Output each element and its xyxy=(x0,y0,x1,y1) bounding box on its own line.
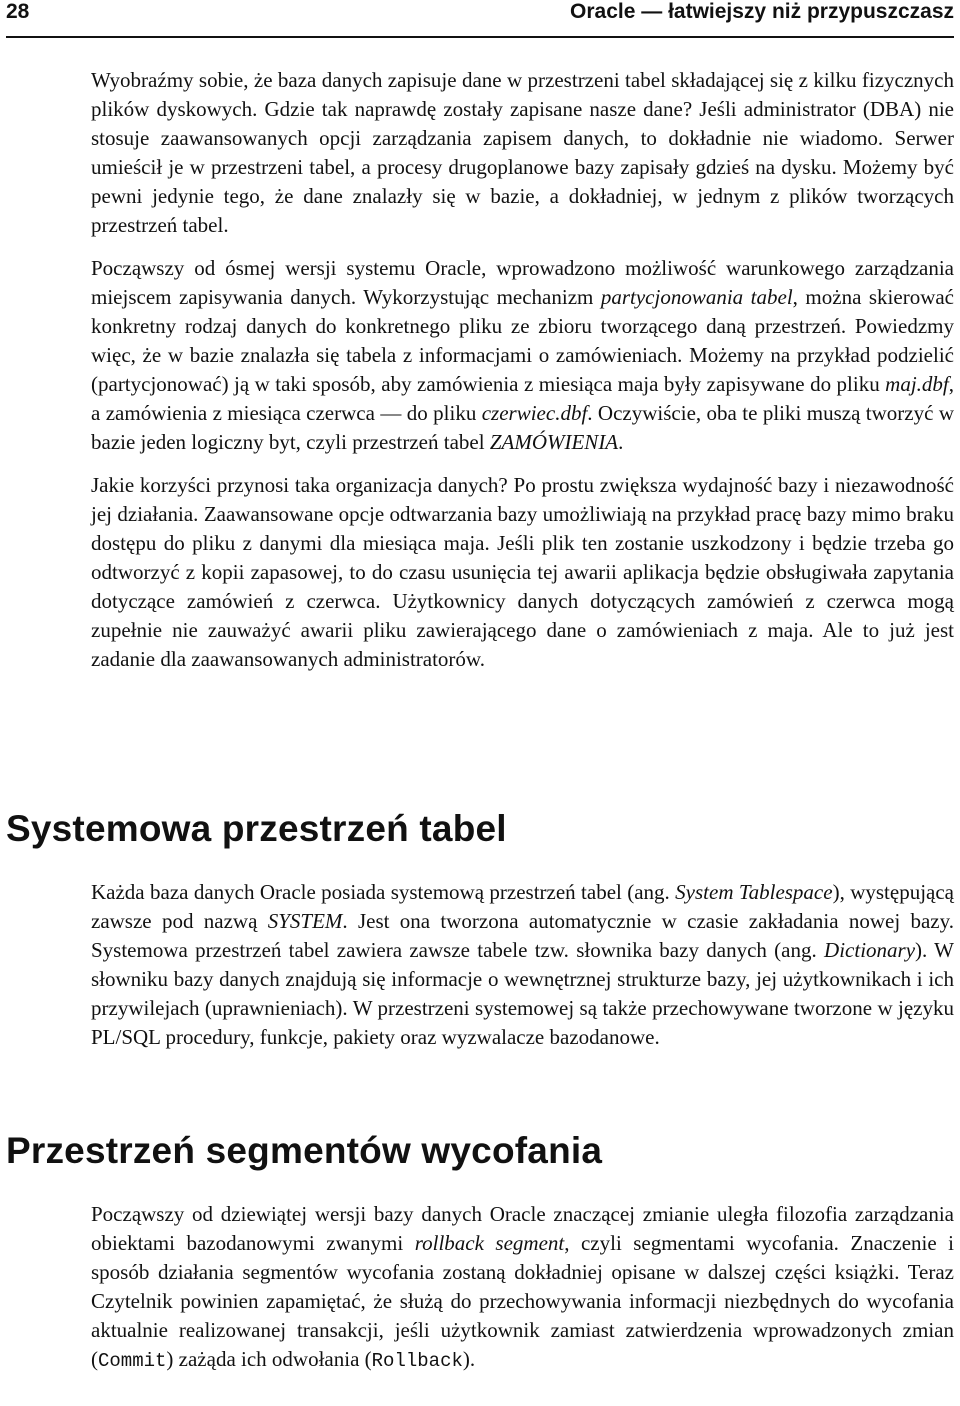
code-commit: Commit xyxy=(98,1350,167,1372)
term-rollback-segment: rollback segment xyxy=(414,1231,565,1255)
term-system-tablespace: System Tablespace xyxy=(675,880,833,904)
section2-paragraph-1: Począwszy od dziewiątej wersji bazy danych Oracle znaczącej zmianie uległa filozofia zarządzania obiektami bazodanowymi zwanymi rollback segment, czyli segmentami wycofania. Znaczenie i sposób działania segmentów wycofania zostaną dokładniej opisane w dalszej części książki. Teraz Czytelnik powinien zapamiętać, że służą do przechowywania informacji niezbędnych do wycofania aktualnie realizowanej transakcji, jeśli użytkownik zamiast zatwierdzenia wprowadzonych zmian (Commit) zażąda ich odwołania (Rollback). xyxy=(91,1202,954,1372)
term-dictionary: Dictionary xyxy=(824,938,916,962)
intro-paragraph-3: Jakie korzyści przynosi taka organizacja danych? Po prostu zwiększa wydajność bazy i niezawodność jej działania. Zaawansowane opcje odtwarzania bazy umożliwiają na przykład pracę bazy mimo braku dostępu do pliku z danymi dla miesiąca maja. Jeśli plik ten zostanie uszkodzony i będzie trzeba go odtworzyć z kopii zapasowej, to do czasu usunięcia tej awarii aplikacja będzie obsługiwała zapytania dotyczące zamówień z czerwca. Użytkownicy danych dotyczących zamówień z czerwca mogą zupełnie nie zauważyć awarii pliku zawierającego dane o zamówieniach z maja. Ale to już jest zadanie dla zaawansowanych administratorów. xyxy=(91,473,954,671)
section1-text xyxy=(91,878,954,1052)
intro-paragraph-2: Począwszy od ósmej wersji systemu Oracle, wprowadzono możliwość warunkowego zarządzania miejscem zapisywania danych. Wykorzystując mechanizm partycjonowania tabel, można skierować konkretny rodzaj danych do konkretnego pliku ze zbioru tworzącego daną przestrzeń. Powiedzmy więc, że w bazie znalazła się tabela z informacjami o zamówieniach. Możemy na przykład podzielić (partycjonować) ją w taki sposób, aby zamówienia z miesiąca maja były zapisywane do pliku maj.dbf, a zamówienia z miesiąca czerwca — do pliku czerwiec.dbf. Oczywiście, oba te pliki muszą tworzyć w bazie jeden logiczny byt, czyli przestrzeń tabel ZAMÓWIENIA. xyxy=(91,256,954,454)
page-number: 28 xyxy=(6,0,30,23)
running-title: Oracle — łatwiejszy niż przypuszczasz xyxy=(570,0,954,23)
code-rollback: Rollback xyxy=(371,1350,463,1372)
tablespace-name: ZAMÓWIENIA xyxy=(489,430,619,454)
intro-text xyxy=(91,66,954,674)
term-system: SYSTEM xyxy=(267,909,343,933)
intro-paragraph-1: Wyobraźmy sobie, że baza danych zapisuje dane w przestrzeni tabel składającej się z kilku fizycznych plików dyskowych. Gdzie tak naprawdę zostały zapisane nasze dane? Jeśli administrator (DBA) nie stosuje zaawansowanych opcji zarządzania zapisem danych, to dokładnie nie wiadomo. Serwer umieścił je w przestrzeni tabel, a procesy drugoplanowe bazy zapisały gdzieś na dysku. Możemy być pewni jedynie tego, że dane znalazły się w bazie, a dokładniej, w jednym z plików tworzących przestrzeń tabel. xyxy=(91,68,954,237)
file-name-may: maj.dbf xyxy=(885,372,949,396)
page-header xyxy=(6,0,954,38)
term-partitioning: partycjonowania tabel xyxy=(600,285,793,309)
file-name-june: czerwiec.dbf xyxy=(481,401,588,425)
section-heading-rollback-segments: Przestrzeń segmentów wycofania xyxy=(6,1130,603,1171)
section2-text xyxy=(91,1200,954,1376)
section-heading-system-tablespace: Systemowa przestrzeń tabel xyxy=(6,808,507,849)
section1-paragraph-1: Każda baza danych Oracle posiada systemową przestrzeń tabel (ang. System Tablespace), występującą zawsze pod nazwą SYSTEM. Jest ona tworzona automatycznie w czasie zakładania nowej bazy. Systemowa przestrzeń tabel zawiera zawsze tabele tzw. słownika bazy danych (ang. Dictionary). W słowniku bazy danych znajdują się informacje o wewnętrznej strukturze bazy, jej użytkownikach i ich przywilejach (uprawnieniach). W przestrzeni systemowej są także przechowywane tworzone w języku PL/SQL procedury, funkcje, pakiety oraz wyzwalacze bazodanowe. xyxy=(91,880,955,1049)
